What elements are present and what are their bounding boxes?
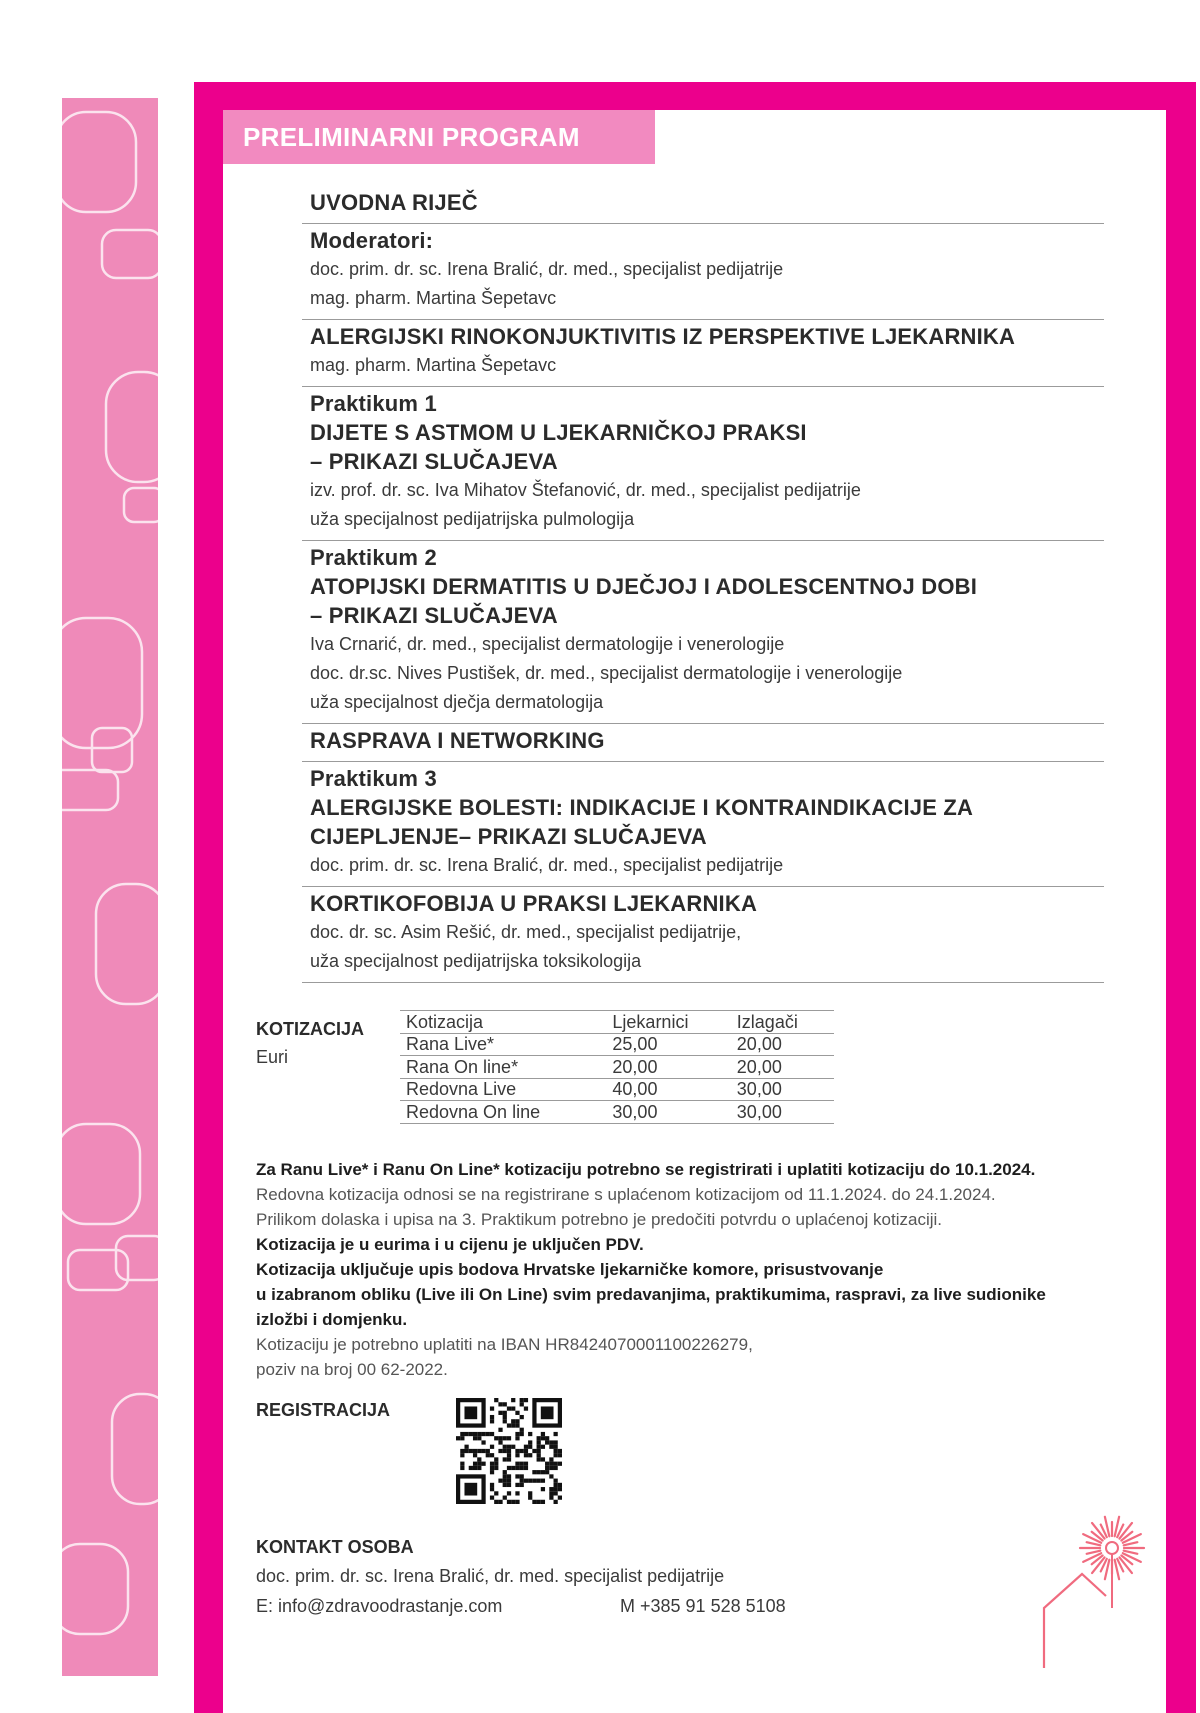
fee-value-cell: 30,00 [731,1101,834,1124]
info-line: Kotizacija uključuje upis bodova Hrvatske ljekarničke komore, prisustvovanje [256,1260,884,1279]
table-row [400,1101,834,1124]
info-line: u izabranom obliku (Live ili On Line) svim predavanjima, praktikumima, raspravi, za live sudionike [256,1285,1046,1304]
program-heading: ATOPIJSKI DERMATITIS U DJEČJOJ I ADOLESCENTNOJ DOBI [310,574,978,599]
info-line: poziv na broj 00 62-2022. [256,1360,448,1379]
fee-value-cell: 30,00 [731,1078,834,1101]
program-speaker: doc. prim. dr. sc. Irena Bralić, dr. med., specijalist pedijatrije [310,855,784,875]
program-speaker: doc. dr. sc. Asim Rešić, dr. med., specijalist pedijatrije, [310,922,742,942]
program-speaker: uža specijalnost pedijatrijska pulmologija [310,509,635,529]
fee-value-cell: 20,00 [606,1056,730,1079]
decorative-side-strip [62,98,158,1676]
program-heading: Praktikum 1 [310,391,437,416]
contact-label: KONTAKT OSOBA [256,1537,414,1557]
section-title-band [223,110,655,164]
program-speaker: doc. prim. dr. sc. Irena Bralić, dr. med., specijalist pedijatrije [310,259,784,279]
info-line: Kotizaciju je potrebno uplatiti na IBAN HR8424070001100226279, [256,1335,753,1354]
fee-type-cell: Redovna On line [400,1101,606,1124]
program-block [302,887,1104,983]
fee-value-cell: 30,00 [606,1101,730,1124]
fee-value-cell: 25,00 [606,1033,730,1056]
program-block [302,724,1104,762]
fee-header-cell: Kotizacija [400,1011,606,1034]
table-row [400,1078,834,1101]
program-heading: DIJETE S ASTMOM U LJEKARNIČKOJ PRAKSI [310,420,807,445]
program-heading: KORTIKOFOBIJA U PRAKSI LJEKARNIKA [310,891,758,916]
kotizacija-currency: Euri [256,1047,289,1067]
info-line: izložbi i domjenku. [256,1310,408,1329]
program-heading: RASPRAVA I NETWORKING [310,728,605,753]
program-heading: UVODNA RIJEČ [310,190,478,215]
page-title: PRELIMINARNI PROGRAM [243,122,580,152]
program-block [302,541,1104,724]
fee-information [256,1157,1156,1382]
registration-label: REGISTRACIJA [256,1400,391,1420]
info-line: Prilikom dolaska i upisa na 3. Praktikum potrebno je predočiti potvrdu o uplaćenoj kotizaciji. [256,1210,943,1229]
table-row [400,1056,834,1079]
program-speaker: mag. pharm. Martina Šepetavc [310,288,557,308]
program-heading: Moderatori: [310,228,434,253]
program-list [302,188,1104,983]
fee-table [400,1010,834,1124]
kotizacija-label: KOTIZACIJA [256,1019,364,1039]
program-speaker: mag. pharm. Martina Šepetavc [310,355,557,375]
program-heading: – PRIKAZI SLUČAJEVA [310,449,558,474]
fee-table-header [400,1011,834,1034]
program-heading: – PRIKAZI SLUČAJEVA [310,603,558,628]
fee-value-cell: 20,00 [731,1033,834,1056]
program-speaker: doc. dr.sc. Nives Pustišek, dr. med., specijalist dermatologije i venerologije [310,663,903,683]
program-speaker: Iva Crnarić, dr. med., specijalist dermatologije i venerologije [310,634,785,654]
program-block [302,387,1104,541]
contact-phone[interactable]: M +385 91 528 5108 [620,1596,786,1616]
fee-type-cell: Rana On line* [400,1056,606,1079]
program-speaker: uža specijalnost pedijatrijska toksikologija [310,951,642,971]
program-speaker: uža specijalnost dječja dermatologija [310,692,604,712]
program-block [302,224,1104,320]
program-heading: CIJEPLJENJE– PRIKAZI SLUČAJEVA [310,824,707,849]
fee-type-cell: Rana Live* [400,1033,606,1056]
program-heading: Praktikum 3 [310,766,437,791]
program-block [302,320,1104,387]
table-row [400,1033,834,1056]
program-speaker: izv. prof. dr. sc. Iva Mihatov Štefanović, dr. med., specijalist pedijatrije [310,480,861,500]
fee-value-cell: 20,00 [731,1056,834,1079]
info-line: Kotizacija je u eurima i u cijenu je uključen PDV. [256,1235,644,1254]
contact-email[interactable]: E: info@zdravoodrastanje.com [256,1596,503,1616]
program-block [302,762,1104,887]
program-heading: Praktikum 2 [310,545,437,570]
fee-value-cell: 40,00 [606,1078,730,1101]
program-block [302,188,1104,224]
contact-name: doc. prim. dr. sc. Irena Bralić, dr. med. specijalist pedijatrije [256,1566,725,1586]
fee-header-cell: Ljekarnici [606,1011,730,1034]
fee-header-cell: Izlagači [731,1011,834,1034]
program-heading: ALERGIJSKI RINOKONJUKTIVITIS IZ PERSPEKTIVE LJEKARNIKA [310,324,1016,349]
program-heading: ALERGIJSKE BOLESTI: INDIKACIJE I KONTRAINDIKACIJE ZA [310,795,974,820]
info-line: Za Ranu Live* i Ranu On Line* kotizaciju potrebno se registrirati i uplatiti kotizaciju do 10.1.2024. [256,1160,1036,1179]
fee-type-cell: Redovna Live [400,1078,606,1101]
rounded-squares-pattern-icon [62,98,158,1676]
qr-code-icon[interactable] [456,1398,562,1504]
info-line: Redovna kotizacija odnosi se na registrirane s uplaćenom kotizacijom od 11.1.2024. do 24.1.2024. [256,1185,996,1204]
dandelion-house-logo-icon [1040,1490,1152,1670]
